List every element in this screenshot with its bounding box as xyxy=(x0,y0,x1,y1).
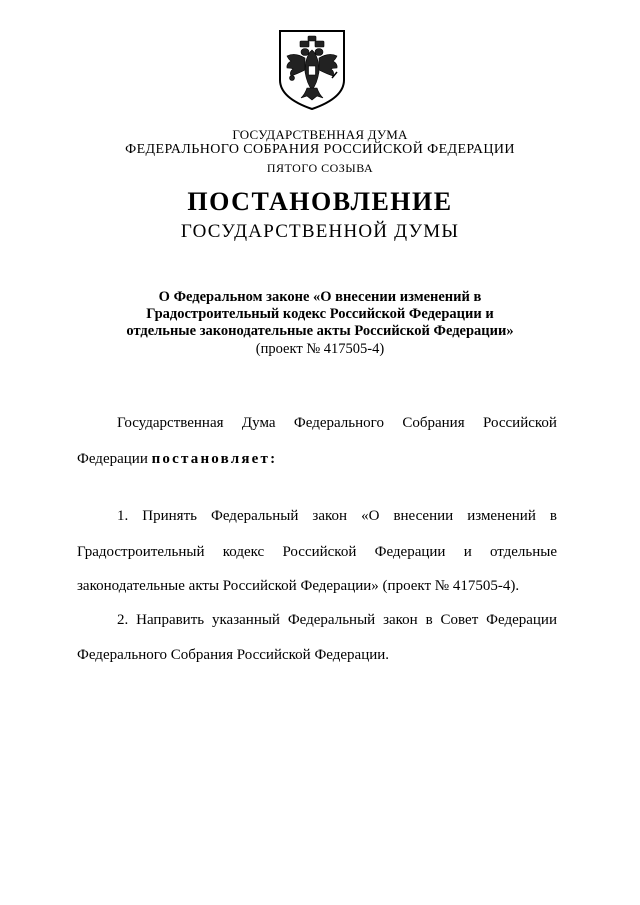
word: указанный xyxy=(211,612,280,628)
word: в xyxy=(549,508,557,524)
word: закон xyxy=(383,612,418,628)
word: закон xyxy=(312,508,348,524)
word: Федеральный xyxy=(287,612,376,628)
preamble-line xyxy=(117,414,557,432)
decree-word: постановляет: xyxy=(151,451,278,467)
word: Принять xyxy=(142,508,197,524)
word: «О xyxy=(361,508,380,524)
word: Дума xyxy=(241,415,276,431)
header-federal-assembly: ФЕДЕРАЛЬНОГО СОБРАНИЯ РОССИЙСКОЙ ФЕДЕРАЦИИ xyxy=(125,142,515,157)
word: Федеральный xyxy=(211,508,299,524)
header-convocation: ПЯТОГО СОЗЫВА xyxy=(266,161,374,175)
word: Федерации xyxy=(486,612,557,628)
preamble-line xyxy=(77,450,557,468)
subject-line: Градостроительный кодекс Российской Федерации и xyxy=(146,306,494,322)
word: Российской xyxy=(483,415,557,431)
word: Государственная xyxy=(117,415,224,431)
subject-line: О Федеральном законе «О внесении изменений в xyxy=(158,289,482,305)
project-number: (проект № 417505-4) xyxy=(255,341,385,357)
document-title: ПОСТАНОВЛЕНИЕ xyxy=(187,187,453,216)
word: и xyxy=(463,544,472,560)
header-duma: ГОСУДАРСТВЕННАЯ ДУМА xyxy=(232,127,408,142)
word: 1. xyxy=(117,508,129,524)
word: Совет xyxy=(440,612,479,628)
word: кодекс xyxy=(222,544,265,560)
word: в xyxy=(425,612,433,628)
preamble-text: Федерации xyxy=(77,451,152,467)
word: Собрания xyxy=(402,415,465,431)
item-1-line xyxy=(77,543,557,561)
word: отдельные xyxy=(489,544,557,560)
word: Российской xyxy=(282,544,357,560)
word: Градостроительный xyxy=(77,544,205,560)
word: 2. xyxy=(117,612,129,628)
document-subtitle: ГОСУДАРСТВЕННОЙ ДУМЫ xyxy=(180,221,460,242)
item-1-line: законодательные акты Российской Федерации» (проект № 417505-4). xyxy=(77,578,520,594)
item-1-line xyxy=(117,507,557,525)
word: Направить xyxy=(136,612,205,628)
word: Федерации xyxy=(374,544,446,560)
item-2-line xyxy=(117,611,557,629)
subject-line: отдельные законодательные акты Российской Федерации» xyxy=(126,323,514,339)
word: изменений xyxy=(467,508,536,524)
word: внесении xyxy=(393,508,454,524)
coat-of-arms-icon xyxy=(277,28,347,112)
item-2-line: Федерального Собрания Российской Федерации. xyxy=(77,647,390,663)
word: Федерального xyxy=(293,415,384,431)
